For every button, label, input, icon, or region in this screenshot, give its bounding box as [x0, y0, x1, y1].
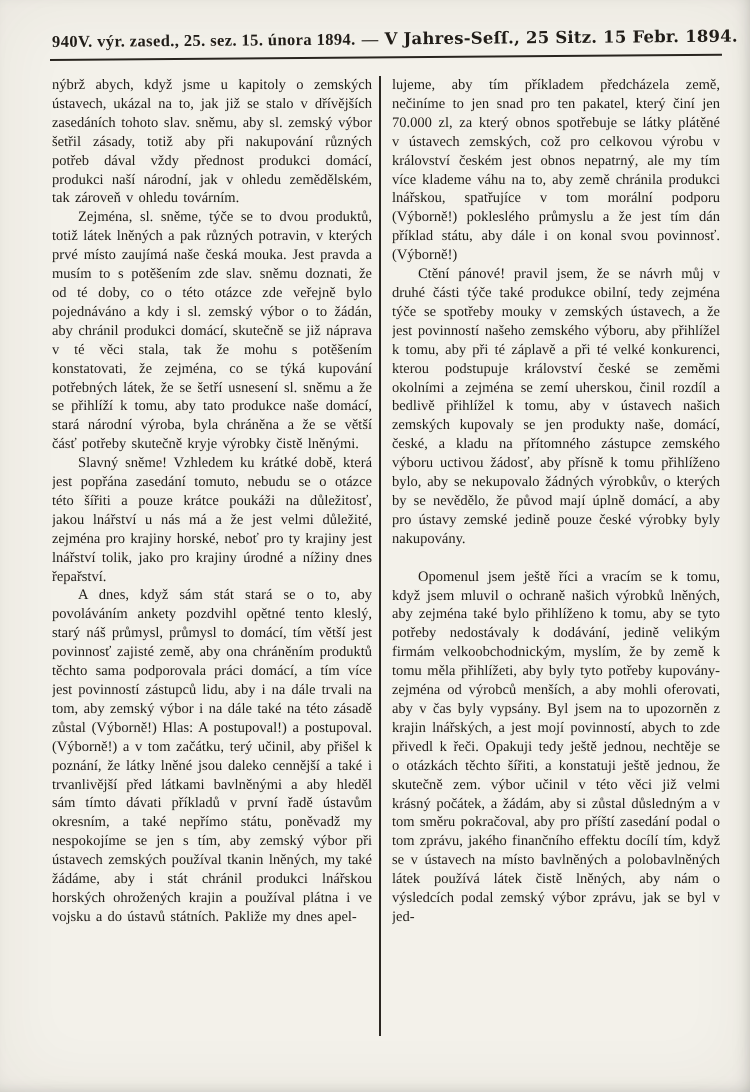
header-czech-session: V. výr. zased., 25. sez. 15. února 1894.: [77, 29, 356, 51]
right-column: [392, 76, 720, 1040]
header-german-session: V Jahres-Seſſ., 25 Sitz. 15 Febr. 1894.: [384, 26, 738, 49]
paragraph: lujeme, aby tím příkladem předcházela země, nečiníme to jen snad pro ten pakatel, který činí jen 70.000 zl, za který obnos spotřebuje se látky plátěné v ústavech zemských, což pro celkovou výrobu v království českém jest obnos nepatrný, ale my tím více klademe váhu na to, aby země chránila produkci lnářskou, spatřujíce v tom morální podporu (Výborně!) pokleslého průmyslu a že jest tím dán příklad státu, aby dále i on konal svou povinnosť. (Výborně!): [392, 77, 720, 264]
paragraph: nýbrž abych, když jsme u kapitoly o zemských ústavech, ukázal na to, jak již se stalo v dřívějších zasedáních tohoto slav. sněmu, aby sl. zemský výbor šetřil zásady, totiž aby při nakupování různých potřeb dával vždy přednost produkci domácí, produkci naší národní, jak v ohledu zemědělském, tak zároveň v ohledu továrním.: [52, 77, 372, 207]
paragraph: A dnes, když sám stát stará se o to, aby povoláváním ankety pozdvihl opětné tento kleslý, starý náš průmysl, průmysl to domácí, tím větší jest povinnosť zajisté země, aby ona chráněním produktů těchto sama podporovala práci domácí, a tím více jest povinností zástupců lidu, aby i na dále trvali na tom, aby zemský výbor i na dále také na této zásadě zůstal (Výborně!) Hlas: A postupoval!) a postupoval. (Výborně!) a v tom začátku, terý učinil, aby přišel k poznání, že látky lněné jsou daleko cennější a také i trvanlivější před látkami bavlněnými a aby hleděl sám tímto dávati příkladů v první řadě ústavům okresním, a také nepřímo státu, poněvadž my nespokojíme se jen s tím, aby zemský výbor při ústavech zemských používal tkanin lněných, my také žádáme, aby i stát chránil produkci lnářskou horských ohrožených krajin a používal plátna i ve vojsku a do ústavů státních. Pakliže my dnes apel-: [52, 587, 372, 925]
paragraph: Opomenul jsem ještě říci a vracím se k tomu, když jsem mluvil o ochraně našich výrobků lněných, aby zejména také bylo přihlíženo k tomu, aby se tyto potřeby nedostávaly k dodávání, jedině velikým firmám velkoobchodnickým, myslím, že by země k tomu měla přihlížeti, aby byly tyto potřeby kupovány- zejména od výrobců menších, a aby mohli oferovati, aby v čas byly vypsány. Byl jsem na to upozorněn z krajin lnářských, a jest mojí povinností, abych to zde přivedl k řeči. Opakuji tedy ještě jednou, nechtěje se o otázkách těchto šířiti, a konstatuji ještě jednou, že skutečně zem. výbor učinil v této věci již velmi krásný počátek, a žádám, aby si zůstal důsledným a v tom směru pokračoval, aby pro příští zasedání podal o tom zprávu, jakého finančního effektu docílí tím, když se v ústavech na místo bavlněných a polobavlněných látek používá látek čistě lněných, aby nám o výsledcích podal zemský výbor zprávu, jak se byl v jed-: [392, 568, 720, 925]
left-column: [52, 76, 372, 1040]
page-header: [51, 26, 738, 52]
paragraph: Slavný sněme! Vzhledem ku krátké době, která jest popřána zasedání tomuto, nebudu se o otázce této šířiti a pouze krátce poukáži na důležitosť, jakou lnářství u nás má a že jest velmi důležité, zejména pro krajiny horské, neboť pro ty krajiny jest lnářství tolik, jako pro krajiny úrodné a nížiny dnes řepařství.: [52, 455, 372, 585]
column-divider-rule: [379, 76, 381, 1036]
paragraph: Zejména, sl. sněme, týče se to dvou produktů, totiž látek lněných a pak různých potravin, v kterých prvé místo zaujímá naše česká mouka. Jest pravda a musím to s potěšením zde slav. sněmu doznati, že od té doby, co o této otázce zde veřejně bylo pojednáváno a kdy i sl. zemský výbor o to žádán, aby chránil produkci domácí, skutečně se již náprava v té věci stala, tak že mohu s potěšením konstatovati, že zejména, co se týká kupování potřebných látek, že se šetří usnesení sl. sněmu a že se přihlíží k tomu, aby tato produkce naše domácí, stará národní výroba, byla chráněna a že se větší čásť potřeby skutečně kryje výrobky čistě lněnými.: [52, 209, 372, 453]
paragraph: Ctění pánové! pravil jsem, že se návrh můj v druhé části týče také produkce obilní, tedy zejména týče se spotřeby mouky v zemských ústavech, a že jest povinností našeho zemského výboru, aby přihlížel k tomu, aby při té záplavě a při té velké konkurenci, kterou podstupuje království české se zeměmi okolními a zejména se zemí uherskou, činil rozdíl a bedlivě přihlížel k tomu, aby v ústavech našich zemských kupovaly se jen produkty naše, domácí, české, a kladu na přítomného zástupce zemského výboru uctivou žádosť, aby přísně k tomu přihlíženo bylo, aby se nekupovalo žádných výrobkův, o kterých by se nevědělo, že původ mají úplně domácí, a aby pro ústavy zemské jedině pouze české výrobky byly nakupovány.: [392, 266, 720, 547]
page-number: 940: [51, 31, 79, 51]
header-rule: [50, 54, 722, 61]
header-dash: —: [361, 29, 379, 49]
